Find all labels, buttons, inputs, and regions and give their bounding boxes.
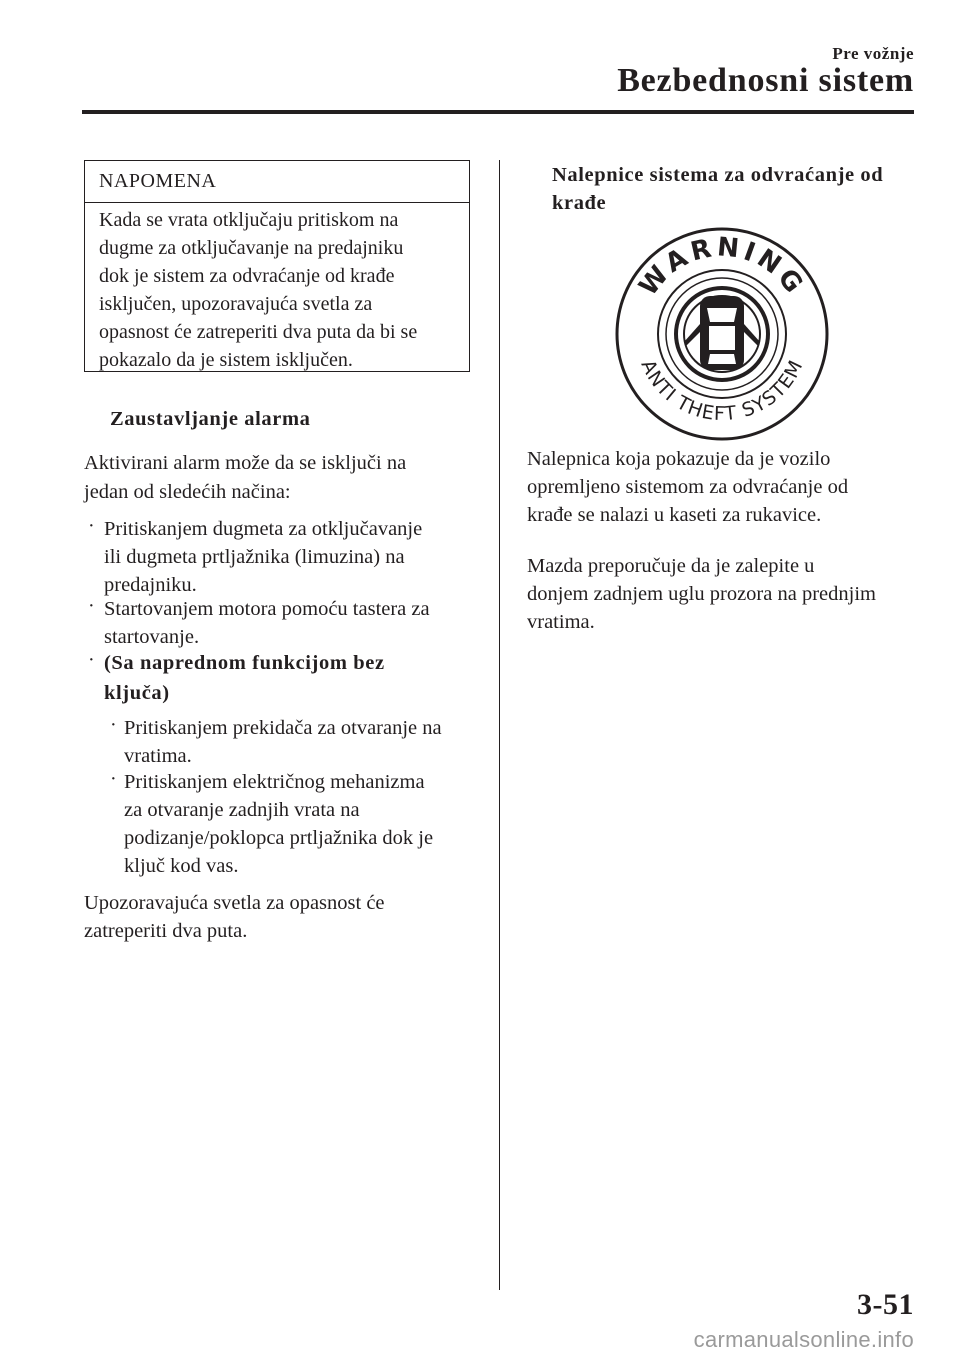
sub-bullet-line: za otvaranje zadnjih vrata na (124, 799, 360, 821)
sticker-paragraph-line: Mazda preporučuje da je zalepite u (527, 555, 815, 577)
bullet-line: Startovanjem motora pomoću tastera za (104, 598, 430, 620)
bullet-line: startovanje. (104, 626, 200, 648)
note-line: dok je sistem za odvraćanje od krađe (99, 265, 395, 287)
anti-theft-sticker-image (614, 226, 830, 442)
header-rule (82, 110, 914, 114)
sub-bullet-line: Pritiskanjem električnog mehanizma (124, 771, 425, 793)
note-title: NAPOMENA (85, 161, 469, 203)
sticker-paragraph-line: opremljeno sistemom za odvraćanje od (527, 476, 849, 498)
intro-line: Aktivirani alarm može da se isključi na (84, 452, 407, 474)
watermark: carmanualsonline.info (693, 1327, 914, 1352)
sub-bullet-line: vratima. (124, 745, 192, 767)
sub-bullet-mark: · (110, 714, 117, 736)
bullet-line: ili dugmeta prtljažnika (limuzina) na (104, 546, 405, 568)
page-title: Bezbednosni sistem (617, 62, 914, 99)
outro-line: zatreperiti dva puta. (84, 920, 248, 942)
bullet-mark: · (88, 595, 95, 617)
note-line: dugme za otključavanje na predajniku (99, 237, 404, 259)
bullet-line: predajniku. (104, 574, 197, 596)
note-line: pokazalo da je sistem isključen. (99, 349, 353, 371)
sub-bullet-line: podizanje/poklopca prtljažnika dok je (124, 827, 434, 849)
bullet-line-bold: ključa) (104, 682, 170, 704)
sub-bullet-line: ključ kod vas. (124, 855, 239, 877)
note-line: opasnost će zatreperiti dva puta da bi se (99, 321, 418, 343)
badge-top-text: WARNING (633, 232, 811, 302)
bullet-mark: · (88, 649, 95, 671)
section-heading-stickers: krađe (552, 192, 607, 214)
column-divider (499, 160, 500, 1290)
outro-line: Upozoravajuća svetla za opasnost će (84, 892, 385, 914)
bullet-line: Pritiskanjem dugmeta za otključavanje (104, 518, 423, 540)
section-heading-stickers: Nalepnice sistema za odvraćanje od (552, 164, 884, 186)
section-heading-alarm-stop: Zaustavljanje alarma (110, 408, 311, 430)
intro-line: jedan od sledećih načina: (84, 481, 291, 503)
note-box (84, 160, 470, 372)
sub-bullet-line: Pritiskanjem prekidača za otvaranje na (124, 717, 442, 739)
section-label: Pre vožnje (832, 44, 914, 63)
sticker-paragraph-line: vratima. (527, 611, 595, 633)
page-number: 3-51 (857, 1288, 914, 1321)
note-line: Kada se vrata otključaju pritiskom na (99, 209, 399, 231)
note-line: isključen, upozoravajuća svetla za (99, 293, 373, 315)
sticker-paragraph-line: krađe se nalazi u kaseti za rukavice. (527, 504, 822, 526)
sticker-paragraph-line: donjem zadnjem uglu prozora na prednjim (527, 583, 876, 605)
sticker-paragraph-line: Nalepnica koja pokazuje da je vozilo (527, 448, 831, 470)
bullet-mark: · (88, 515, 95, 537)
sub-bullet-mark: · (110, 768, 117, 790)
bullet-line-bold: (Sa naprednom funkcijom bez (104, 652, 385, 674)
badge-bottom-text: ANTI THEFT SYSTEM (636, 356, 808, 426)
